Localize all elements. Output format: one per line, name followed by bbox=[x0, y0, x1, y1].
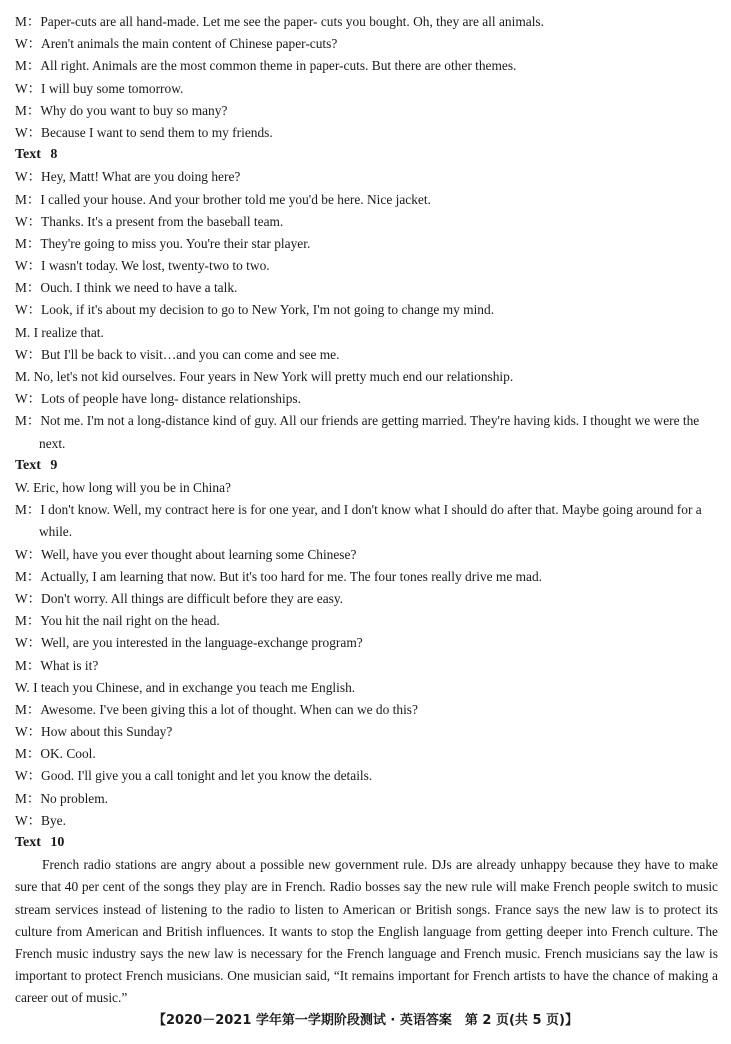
dialogue-text: I called your house. And your brother told me you'd be here. Nice jacket. bbox=[40, 191, 431, 207]
dialogue-line bbox=[15, 211, 718, 233]
speaker-label: M： bbox=[15, 790, 41, 806]
dialogue-text: I realize that. bbox=[33, 324, 104, 340]
dialogue-line bbox=[15, 588, 718, 610]
dialogue-text: Awesome. I've been giving this a lot of thought. When can we do this? bbox=[40, 701, 418, 717]
dialogue-text: I teach you Chinese, and in exchange you teach me English. bbox=[33, 679, 356, 695]
dialogue-text: Ouch. I think we need to have a talk. bbox=[40, 280, 238, 296]
dialogue-continued bbox=[15, 11, 718, 144]
speaker-label: W： bbox=[15, 391, 42, 407]
speaker-label: M： bbox=[15, 413, 41, 429]
dialogue-text: Well, have you ever thought about learning some Chinese? bbox=[41, 546, 357, 562]
speaker-label: W： bbox=[15, 80, 42, 96]
dialogue-line bbox=[15, 610, 718, 632]
dialogue-text: What is it? bbox=[40, 657, 99, 673]
dialogue-text: Why do you want to buy so many? bbox=[40, 102, 228, 118]
dialogue-line bbox=[15, 499, 718, 543]
speaker-label: M： bbox=[15, 746, 41, 762]
dialogue-text: Look, if it's about my decision to go to New York, I'm not going to change my mind. bbox=[41, 302, 495, 318]
dialogue-text: How about this Sunday? bbox=[41, 724, 173, 740]
dialogue-line bbox=[15, 765, 718, 787]
dialogue-line bbox=[15, 122, 718, 144]
speaker-label: W： bbox=[15, 258, 42, 274]
speaker-label: W： bbox=[15, 590, 42, 606]
dialogue-line bbox=[15, 233, 718, 255]
dialogue-line bbox=[15, 699, 718, 721]
dialogue-text: Well, are you interested in the language-exchange program? bbox=[41, 635, 363, 651]
section-heading-text-10: Text 10 bbox=[15, 835, 65, 850]
dialogue-text: Don't worry. All things are difficult before they are easy. bbox=[41, 590, 344, 606]
speaker-label: M： bbox=[15, 191, 41, 207]
speaker-label: W： bbox=[15, 812, 42, 828]
dialogue-line bbox=[15, 477, 718, 499]
speaker-label: W： bbox=[15, 302, 42, 318]
dialogue-line bbox=[15, 33, 718, 55]
dialogue-text: I will buy some tomorrow. bbox=[41, 80, 184, 96]
dialogue-text: Bye. bbox=[41, 812, 66, 828]
dialogue-text: Paper-cuts are all hand-made. Let me see the paper- cuts you bought. Oh, they are all animals. bbox=[40, 14, 544, 29]
speaker-label: W： bbox=[15, 635, 42, 651]
dialogue-text: No, let's not kid ourselves. Four years in New York will pretty much end our relationship. bbox=[33, 369, 514, 384]
dialogue-line bbox=[15, 810, 718, 832]
passage-text-10: French radio stations are angry about a possible new government rule. DJs are already unhappy because they have to make sure that 40 per cent of the songs they play are in French. Radio bosses say the new rule will make French people switch to music stream services instead of listening to the radio to listen to American or British songs. France says the new law is to protect its culture from American and British influences. It wants to stop the English language from getting deeper into French culture. The French music industry says the new law is necessary for the French language and French music. French musicians say the law is important to protect French musicians. One musician said, “It remains important for French artists to have the chance of making a career out of music.” bbox=[15, 857, 718, 1006]
speaker-label: M： bbox=[15, 613, 41, 629]
dialogue-text: Because I want to send them to my friends. bbox=[41, 124, 273, 140]
speaker-label: W： bbox=[15, 724, 42, 740]
speaker-label: W. bbox=[15, 479, 34, 495]
speaker-label: W： bbox=[15, 213, 42, 229]
dialogue-line bbox=[15, 743, 718, 765]
dialogue-text: Actually, I am learning that now. But it's too hard for me. The four tones really drive me mad. bbox=[40, 568, 543, 584]
dialogue-line bbox=[15, 677, 718, 699]
speaker-label: W. bbox=[15, 679, 34, 695]
dialogue-text: OK. Cool. bbox=[40, 746, 96, 762]
speaker-label: W： bbox=[15, 546, 42, 562]
speaker-label: M： bbox=[15, 14, 41, 29]
dialogue-text: Good. I'll give you a call tonight and let you know the details. bbox=[41, 768, 373, 784]
dialogue-text: Hey, Matt! What are you doing here? bbox=[41, 169, 241, 185]
document-page bbox=[15, 11, 718, 1010]
dialogue-line bbox=[15, 388, 718, 410]
dialogue-text: Thanks. It's a present from the baseball team. bbox=[41, 213, 284, 229]
dialogue-text: You hit the nail right on the head. bbox=[40, 613, 220, 629]
speaker-label: M： bbox=[15, 102, 41, 118]
dialogue-text-9 bbox=[15, 477, 718, 832]
section-heading-text-9: Text 9 bbox=[15, 457, 58, 473]
dialogue-line bbox=[15, 632, 718, 654]
speaker-label: W： bbox=[15, 124, 42, 140]
dialogue-line bbox=[15, 78, 718, 100]
dialogue-line bbox=[15, 189, 718, 211]
page-footer: 【2020－2021 学年第一学期阶段测试 · 英语答案 第 2 页(共 5 页)】 bbox=[153, 1013, 578, 1028]
speaker-label: W： bbox=[15, 36, 42, 52]
speaker-label: M： bbox=[15, 657, 41, 673]
dialogue-line bbox=[15, 344, 718, 366]
dialogue-line bbox=[15, 166, 718, 188]
section-heading-text-8: Text 8 bbox=[15, 147, 58, 163]
speaker-label: M： bbox=[15, 701, 41, 717]
dialogue-line bbox=[15, 721, 718, 743]
dialogue-text: Eric, how long will you be in China? bbox=[33, 479, 231, 495]
dialogue-line bbox=[15, 299, 718, 321]
speaker-label: M： bbox=[15, 280, 41, 296]
dialogue-line bbox=[15, 100, 718, 122]
dialogue-text: They're going to miss you. You're their star player. bbox=[40, 235, 311, 251]
speaker-label: W： bbox=[15, 346, 42, 362]
dialogue-line bbox=[15, 655, 718, 677]
dialogue-text: But I'll be back to visit…and you can come and see me. bbox=[41, 346, 340, 362]
dialogue-line bbox=[15, 11, 718, 33]
speaker-label: M： bbox=[15, 502, 41, 518]
dialogue-line bbox=[15, 255, 718, 277]
dialogue-text: Not me. I'm not a long-distance kind of guy. All our friends are getting married. They're having kids. I thought we were the next. bbox=[39, 413, 700, 451]
speaker-label: M： bbox=[15, 568, 41, 584]
speaker-label: W： bbox=[15, 768, 42, 784]
dialogue-line bbox=[15, 566, 718, 588]
dialogue-line bbox=[15, 366, 718, 388]
speaker-label: W： bbox=[15, 169, 42, 185]
dialogue-line bbox=[15, 277, 718, 299]
dialogue-text: I don't know. Well, my contract here is for one year, and I don't know what I should do after that. Maybe going around for a while. bbox=[39, 502, 702, 540]
speaker-label: M. bbox=[15, 369, 34, 384]
dialogue-line bbox=[15, 55, 718, 77]
dialogue-text: No problem. bbox=[40, 790, 108, 806]
dialogue-line bbox=[15, 544, 718, 566]
dialogue-line bbox=[15, 410, 718, 454]
dialogue-text-8 bbox=[15, 166, 718, 454]
dialogue-text: I wasn't today. We lost, twenty-two to two. bbox=[41, 258, 270, 274]
dialogue-line bbox=[15, 788, 718, 810]
speaker-label: M： bbox=[15, 235, 41, 251]
dialogue-text: All right. Animals are the most common theme in paper-cuts. But there are other themes. bbox=[40, 58, 517, 74]
speaker-label: M： bbox=[15, 58, 41, 74]
speaker-label: M. bbox=[15, 324, 34, 340]
dialogue-text: Aren't animals the main content of Chinese paper-cuts? bbox=[41, 36, 338, 52]
dialogue-text: Lots of people have long- distance relationships. bbox=[41, 391, 301, 407]
dialogue-line bbox=[15, 322, 718, 344]
